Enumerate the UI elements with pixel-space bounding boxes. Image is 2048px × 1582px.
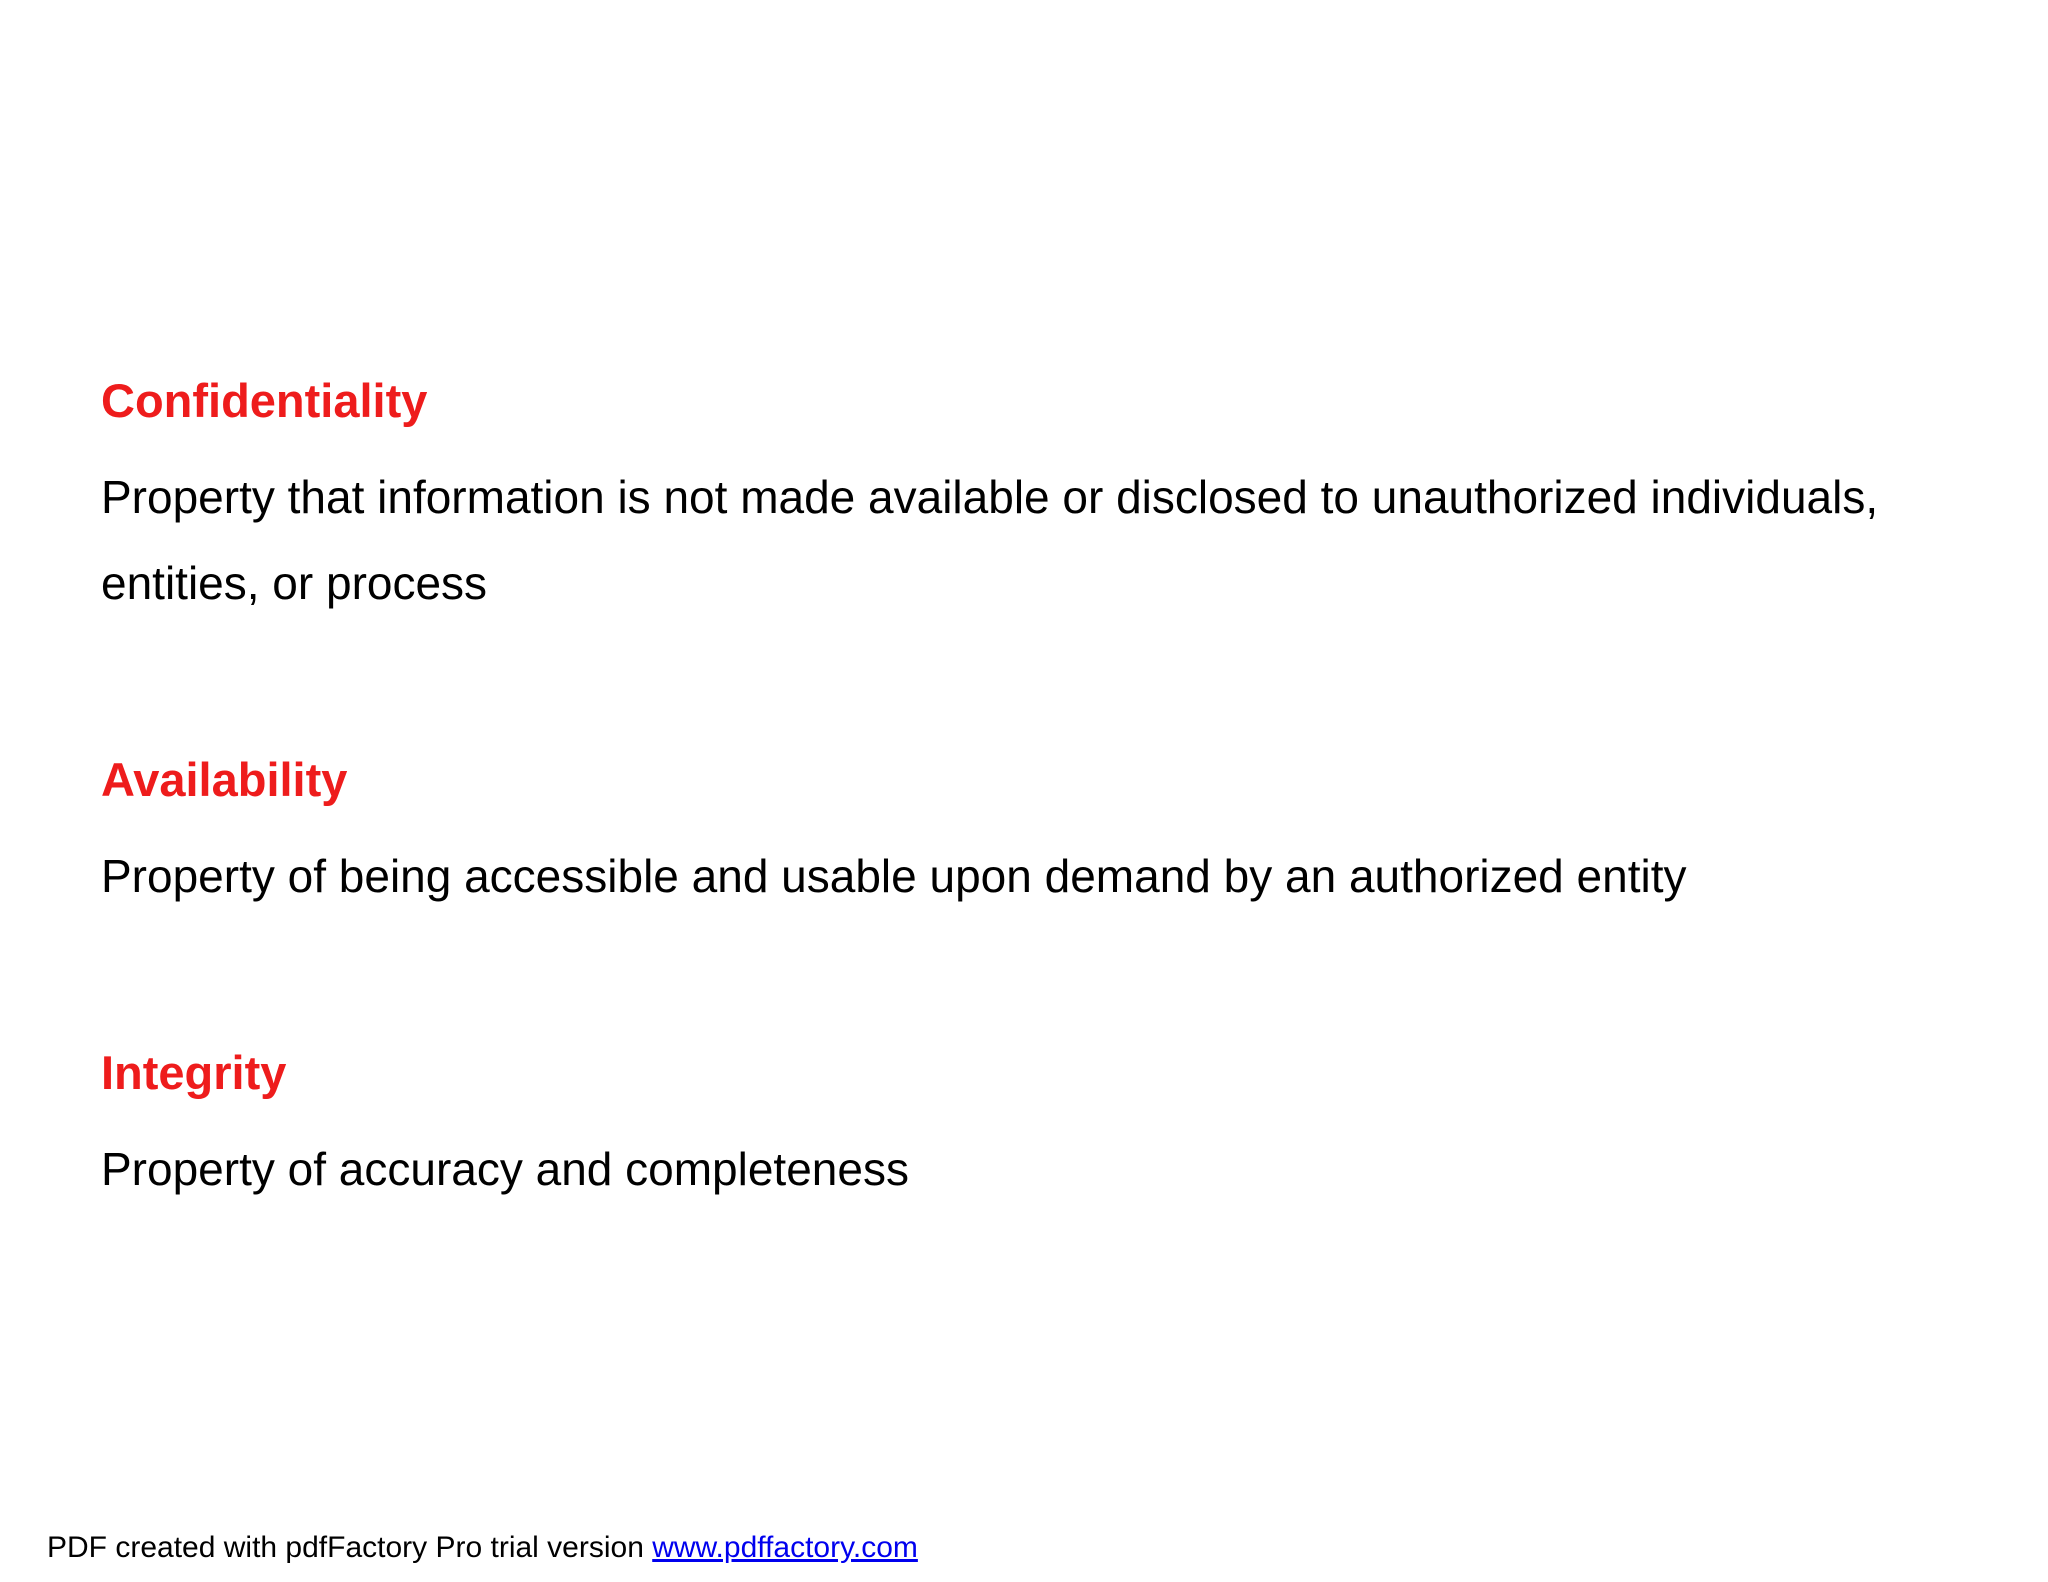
pdf-footer xyxy=(47,1530,918,1566)
pdffactory-link[interactable]: www.pdffactory.com xyxy=(652,1531,918,1564)
footer-text: PDF created with pdfFactory Pro trial version xyxy=(47,1531,653,1564)
definition-confidentiality: Property that information is not made available or disclosed to unauthorized individuals, entities, or process xyxy=(101,471,1879,609)
heading-availability: Availability xyxy=(101,753,348,806)
heading-confidentiality: Confidentiality xyxy=(101,374,428,427)
heading-integrity: Integrity xyxy=(101,1046,287,1099)
definition-availability: Property of being accessible and usable upon demand by an authorized entity xyxy=(101,850,1687,902)
definition-integrity: Property of accuracy and completeness xyxy=(101,1143,909,1195)
